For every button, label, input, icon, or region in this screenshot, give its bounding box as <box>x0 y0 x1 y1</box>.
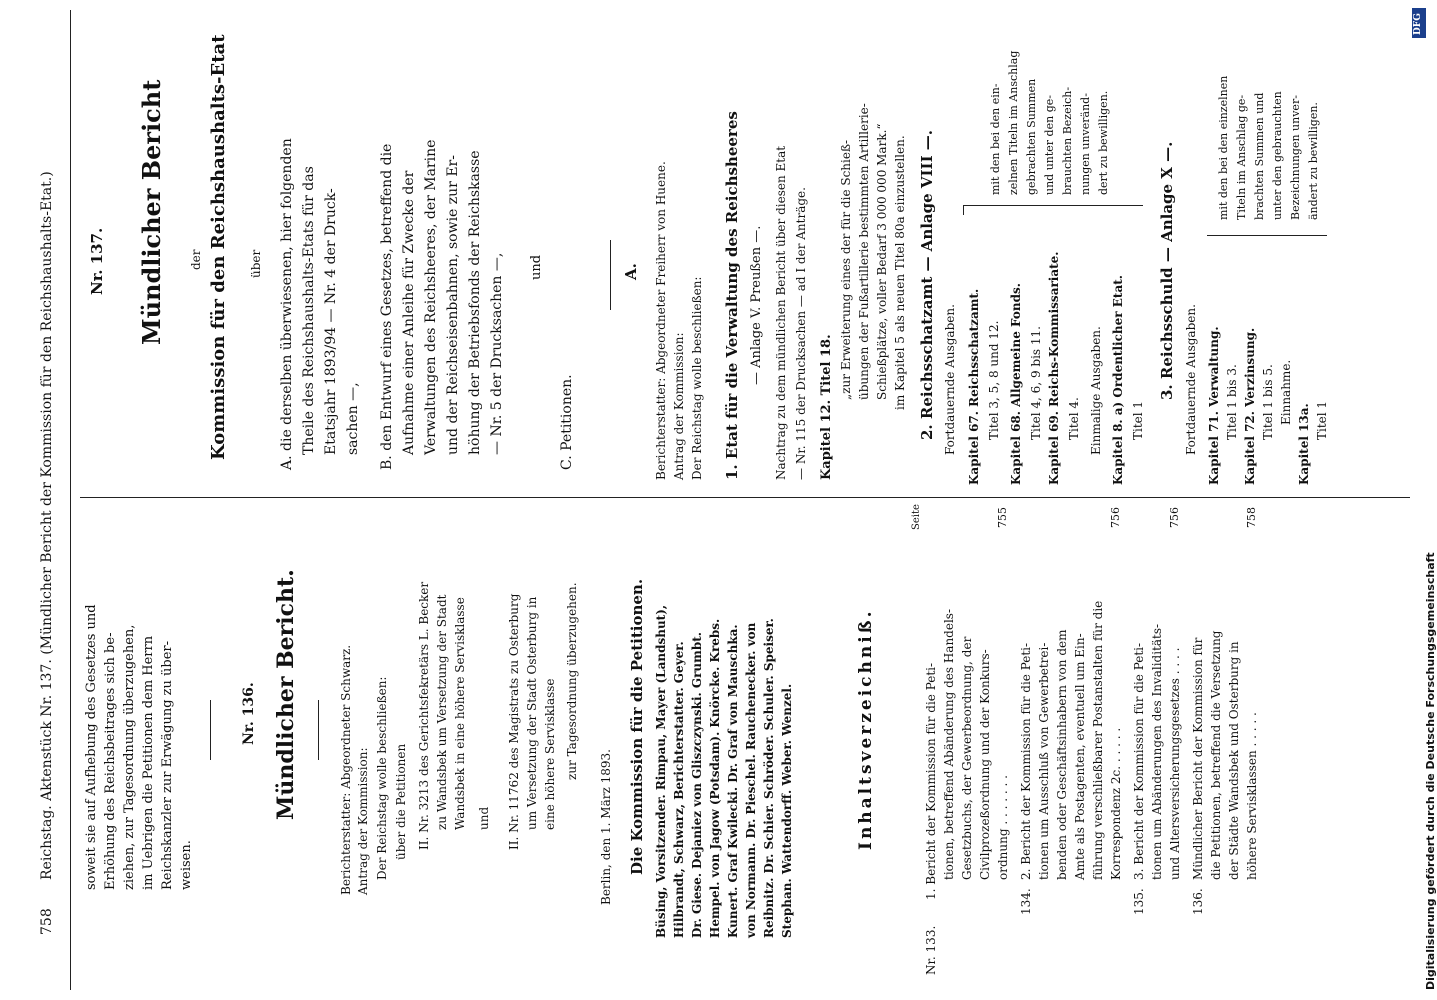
fortdauernde-ausgaben-2: Fortdauernde Ausgaben. <box>1184 304 1198 455</box>
bracket-text-2: Bezeichnungen unver- <box>1289 95 1302 220</box>
kap69-titel: Titel 4. <box>1067 397 1081 440</box>
intro-line: soweit sie auf Aufhebung des Gesetzes und <box>84 604 99 890</box>
intro-line: weisen. <box>179 840 194 890</box>
kap12-text: Schießplätze, voller Bedarf 3 000 000 Mark.“ <box>875 123 889 400</box>
toc-line: 2. Bericht der Kommission für die Peti- <box>1019 642 1033 880</box>
bracket <box>963 205 1143 206</box>
reichsschatzamt-heading: 2. Reichsschatzamt — Anlage VIII —. <box>918 129 936 440</box>
bracket-text: dert zu bewilligen. <box>1097 90 1110 195</box>
nr137-heading: Nr. 137. <box>88 227 106 295</box>
petition-line: um Versetzung der Stadt Osterburg in <box>525 596 539 830</box>
intro-line: ziehen, zur Tagesordnung überzugehen, <box>122 624 137 890</box>
bracket <box>1207 235 1327 236</box>
toc-line: Amte als Postagenten, eventuell um Ein- <box>1073 633 1087 880</box>
item-b-line: B. den Entwurf eines Gesetzes, betreffend die <box>379 143 395 470</box>
member-line: Büsing, Vorsitzender. Rimpau, Mayer (Landshut), <box>654 604 668 938</box>
petition-line: eine höhere Servisklasse <box>543 678 557 830</box>
commission-title: Die Kommission für die Petitionen. <box>628 578 646 875</box>
reporter-a: Berichterstatter: Abgeordneter Freiherr von Huene. <box>654 161 668 480</box>
bracket-text: nungen unveränd- <box>1079 93 1092 195</box>
toc-page: 756 <box>1168 507 1181 528</box>
bracket <box>963 205 964 215</box>
toc-line: tionen um Ausschluß von Gewerbetrei- <box>1037 642 1051 880</box>
member-line: Reibnitz. Dr. Schier. Schröder. Schuler. Speiser. <box>762 618 776 938</box>
reichsschuld-heading: 3. Reichsschuld — Anlage X —. <box>1158 141 1176 400</box>
kapitel-13a: Kapitel 13a. <box>1297 403 1311 485</box>
digitization-note: Digitalisierung gefördert durch die Deutsche Forschungsgemeinschaft <box>1424 552 1437 990</box>
kapitel-12: Kapitel 12. Titel 18. <box>819 334 834 480</box>
toc-line: führung verschließbarer Postanstalten für die <box>1091 600 1105 880</box>
running-header: Reichstag. Aktenstück Nr. 137. (Mündlicher Bericht der Kommission für den Reichshaushalts-Etat.) <box>39 171 55 880</box>
item-c: C. Petitionen. <box>559 374 575 470</box>
toc-line: 3. Bericht der Kommission für die Peti- <box>1132 642 1146 880</box>
toc-line: ordnung . . . . . . . <box>996 775 1010 880</box>
toc-line: benden oder Geschäftsinhabern von dem <box>1055 629 1069 880</box>
toc-line: 1. Bericht der Kommission für die Peti- <box>924 662 938 900</box>
kapitel-69: Kapitel 69. Reichs-Kommissariate. <box>1047 251 1061 485</box>
date: Berlin, den 1. März 1893. <box>599 749 613 905</box>
header-rule <box>70 10 71 990</box>
antrag-a: Antrag der Kommission: <box>672 332 686 480</box>
kap68-titel: Titel 4, 6, 9 bis 11. <box>1029 326 1043 440</box>
fortdauernde-ausgaben: Fortdauernde Ausgaben. <box>943 304 957 455</box>
ueber-petitionen: über die Petitionen <box>394 743 408 860</box>
page-number: 758 <box>39 908 55 935</box>
kap12-text: im Kapitel 5 als neuen Titel 80a einzustellen. <box>893 135 907 410</box>
nr136-heading: Nr. 136. <box>241 682 257 745</box>
toc-page: 758 <box>1245 507 1258 528</box>
kapitel-67: Kapitel 67. Reichsschatzamt. <box>967 288 981 485</box>
divider <box>610 240 611 310</box>
petition-line: II. Nr. 11762 des Magistrats zu Osterburg <box>507 593 521 850</box>
toc-page: 755 <box>996 507 1009 528</box>
member-line: Stephan. Wattendorff. Weber. Wenzel. <box>780 683 794 938</box>
toc-line: tionen um Abänderungen des Invaliditäts- <box>1150 623 1164 880</box>
toc-seite: Seite <box>911 504 922 530</box>
item-a-line: Etatsjahr 1893/94 — Nr. 4 der Druck- <box>323 188 339 455</box>
toc-page: 756 <box>1109 507 1122 528</box>
item-b-line: und der Reichseisenbahnen, sowie zur Er- <box>445 155 461 455</box>
der: der <box>189 249 203 270</box>
member-line: Dr. Giese. Dejaniez von Gliszczynski. Grumbt. <box>690 632 704 938</box>
kap13a-titel: Titel 1 <box>1315 400 1329 440</box>
beschl-a: Der Reichstag wolle beschließen: <box>690 276 704 480</box>
petition-line: Wandsbek in eine höhere Servisklasse <box>453 597 467 830</box>
toc-line: Civilprozeßordnung und der Konkurs- <box>978 649 992 880</box>
kap12-text: „zur Erweiterung eines der für die Schieß- <box>839 139 853 400</box>
item-b-line: Verwaltungen des Reichsheeres, der Marine <box>423 139 439 455</box>
bracket-text: gebrachten Summen <box>1025 78 1038 195</box>
member-line: Hempel. von Jagow (Potsdam). Knörcke. Krebs. <box>708 618 722 938</box>
reporter: Berichterstatter: Abgeordneter Schwarz. <box>339 644 353 895</box>
column-rule <box>80 497 1410 498</box>
und: und <box>529 254 544 280</box>
nachtrag-line: — Nr. 115 der Drucksachen — ad I der Anträge. <box>794 187 808 480</box>
item-b-line: höhung der Betriebsfonds der Reichskasse <box>467 150 483 455</box>
toc-line: höhere Servisklassen . . . . . <box>1245 712 1259 880</box>
item-a-line: sachen —, <box>345 382 361 455</box>
member-line: von Normann. Dr. Pieschel. Rauchenecker. von <box>744 622 758 938</box>
toc-line: Mündlicher Bericht der Kommission für <box>1191 637 1205 880</box>
item-a-line: Theile des Reichshaushalts-Etats für das <box>301 166 317 455</box>
bracket-text-2: brachten Summen und <box>1253 92 1266 220</box>
antrag: Antrag der Kommission: <box>356 747 370 895</box>
einnahme: Einnahme. <box>1279 359 1293 425</box>
bracket-text-2: unter den gebrauchten <box>1271 91 1284 220</box>
intro-line: Reichskanzler zur Erwägung zu über- <box>160 640 175 890</box>
divider <box>318 700 319 760</box>
item-b-line: Aufnahme einer Anleihe für Zwecke der <box>401 170 417 455</box>
nachtrag-line: Nachtrag zu dem mündlichen Bericht über diesen Etat <box>774 145 788 480</box>
kapitel-72: Kapitel 72. Verzinsung. <box>1243 327 1257 485</box>
toc-line: die Petitionen, betreffend die Versetzung <box>1209 630 1223 880</box>
dfg-logo <box>1412 8 1426 38</box>
bracket-text: brauchten Bezeich- <box>1061 86 1074 195</box>
etat-heading: 1. Etat für die Verwaltung des Reichsheeres <box>723 111 741 480</box>
bracket-text-2: ändert zu bewilligen. <box>1307 102 1320 220</box>
bracket-text-2: mit den bei den einzelnen <box>1217 75 1230 220</box>
toc-nr: Nr. 133. <box>924 925 938 975</box>
member-line: Hilbrandt, Schwarz, Berichterstatter. Geyer. <box>672 641 686 938</box>
toc-line: Gesetzbuchs, der Gewerbeordnung, der <box>960 636 974 880</box>
toc-line: tionen, betreffend Abänderung des Handels- <box>942 608 956 880</box>
toc-title: Inhaltsverzeichniß. <box>856 608 876 850</box>
divider <box>210 700 211 760</box>
einmalige-ausgaben: Einmalige Ausgaben. <box>1089 326 1103 455</box>
anlage-v: — Anlage V. Preußen —. <box>749 225 764 385</box>
bracket-text: und unter den ge- <box>1043 95 1056 195</box>
item-b-line: — Nr. 5 der Drucksachen —, <box>489 252 505 455</box>
kap12-text: übungen der Fußartillerie bestimmten Artillerie- <box>857 103 871 400</box>
item-a-line: A. die derselben überwiesenen, hier folgenden <box>279 138 295 470</box>
section-a: A. <box>622 263 640 280</box>
commission-name: Kommission für den Reichshaushalts-Etat <box>208 34 229 460</box>
kapitel-68: Kapitel 68. Allgemeine Fonds. <box>1009 283 1023 485</box>
intro-line: Erhöhung des Reichsbeitrages sich be- <box>103 632 118 890</box>
nr136-title: Mündlicher Bericht. <box>273 569 299 820</box>
bracket-text-2: Titeln im Anschlag ge- <box>1235 94 1248 220</box>
toc-nr: 134. <box>1019 888 1033 915</box>
intro-line: im Uebrigen die Petitionen dem Herrn <box>141 635 156 890</box>
kap67-titel: Titel 3, 5, 8 und 12. <box>987 320 1001 440</box>
reichstag-beschliessen: Der Reichstag wolle beschließen: <box>375 676 389 880</box>
nr137-title: Mündlicher Bericht <box>137 79 166 345</box>
kapitel-8: Kapitel 8. a) Ordentlicher Etat. <box>1111 275 1125 485</box>
toc-nr: 135. <box>1132 888 1146 915</box>
kap72-titel: Titel 1 bis 5. <box>1261 364 1275 440</box>
kap71-titel: Titel 1 bis 3. <box>1225 364 1239 440</box>
bracket-text: mit den bei den ein- <box>989 83 1002 195</box>
bracket-text: zelnen Titeln im Anschlag <box>1007 50 1020 195</box>
member-line: Kunert. Graf Kwilecki. Dr. Graf von Mauschka. <box>726 624 740 938</box>
petition-line: zu Wandsbek um Versetzung der Stadt <box>435 594 449 830</box>
toc-nr: 136. <box>1191 888 1205 915</box>
ueber: über <box>249 249 263 278</box>
petition-line: II. Nr. 3213 des Gerichtsfekretärs L. Becker <box>417 581 431 850</box>
tagesordnung: zur Tagesordnung überzugehen. <box>565 582 579 780</box>
toc-line: der Städte Wandsbek und Osterburg in <box>1227 641 1241 880</box>
kapitel-71: Kapitel 71. Verwaltung. <box>1207 326 1221 485</box>
toc-line: und Altersversicherungsgesetzes . . . . <box>1168 647 1182 880</box>
dfg-logo-text: DFG <box>1413 13 1423 35</box>
petition-line: und <box>477 806 491 830</box>
toc-line: Korrespondenz 2c. . . . . . <box>1109 727 1123 880</box>
kap8-titel: Titel 1 <box>1131 400 1145 440</box>
